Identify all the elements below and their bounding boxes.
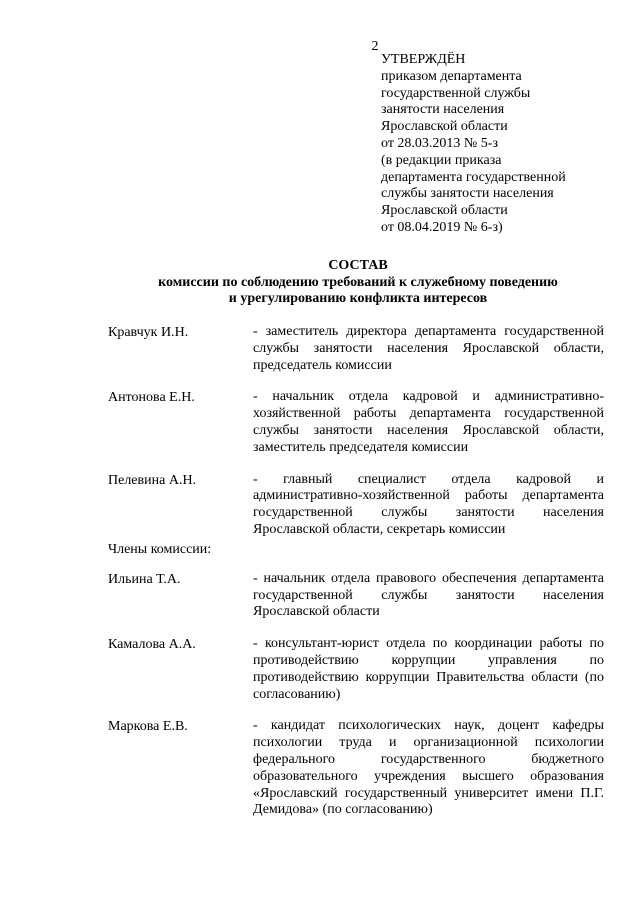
- member-row: [108, 718, 604, 819]
- member-name: Кравчук И.Н.: [108, 325, 189, 340]
- members-list: [108, 324, 604, 819]
- heading-subtitle-line-2: и урегулированию конфликта интересов: [228, 291, 488, 306]
- document-heading: [0, 258, 640, 308]
- approval-line: Ярославской области: [381, 119, 508, 135]
- member-role: - начальник отдела правового обеспечения департамента государственной службы занятости населения Ярославской области: [253, 570, 604, 620]
- member-role: - заместитель директора департамента государственной службы занятости населения Ярославской области, председатель комиссии: [253, 324, 604, 373]
- approval-line: УТВЕРЖДЁН: [381, 52, 466, 67]
- approval-line: от 28.03.2013 № 5-з: [381, 135, 498, 151]
- member-role: - консультант-юрист отдела по координации работы по противодействию коррупции управления по противодействию коррупции Правительства области (по согласованию): [253, 636, 604, 702]
- approval-line: занятости населения: [381, 102, 505, 118]
- member-name: Ильина Т.А.: [108, 571, 181, 587]
- approval-line: службы занятости населения: [381, 186, 554, 202]
- page-number: 2: [371, 39, 379, 54]
- member-row: [108, 571, 604, 621]
- member-row: [108, 472, 604, 539]
- members-section-label: Члены комиссии:: [108, 541, 212, 557]
- approval-line: (в редакции приказа: [381, 152, 502, 168]
- approval-line: приказом департамента: [381, 68, 522, 84]
- member-row: [108, 636, 604, 703]
- approval-line: департамента государственной: [381, 169, 566, 185]
- heading-subtitle-line-1: комиссии по соблюдению требований к служебному поведению: [158, 274, 558, 290]
- member-role: - начальник отдела кадровой и административно-хозяйственной работы департамента государственной службы занятости населения Ярославской области, заместитель председателя комиссии: [253, 389, 604, 455]
- member-row: [108, 389, 604, 456]
- member-role: - кандидат психологических наук, доцент кафедры психологии труда и организационной психологии федерального государственного бюджетного образовательного учреждения высшего образования «Ярославский государственный университет имени П.Г. Демидова» (по согласованию): [253, 718, 604, 818]
- member-role: - главный специалист отдела кадровой и административно-хозяйственной работы департамента государственной службы занятости населения Ярославской области, секретарь комиссии: [253, 471, 604, 537]
- member-name: Маркова Е.В.: [108, 719, 188, 735]
- heading-title: СОСТАВ: [328, 258, 388, 273]
- member-name: Антонова Е.Н.: [108, 390, 195, 406]
- member-name: Камалова А.А.: [108, 637, 196, 653]
- approval-line: государственной службы: [381, 85, 531, 101]
- member-name: Пелевина А.Н.: [108, 472, 197, 488]
- member-row: [108, 324, 604, 374]
- approval-line: от 08.04.2019 № 6-з): [381, 219, 503, 235]
- approval-block: [381, 52, 621, 237]
- approval-line: Ярославской области: [381, 203, 508, 219]
